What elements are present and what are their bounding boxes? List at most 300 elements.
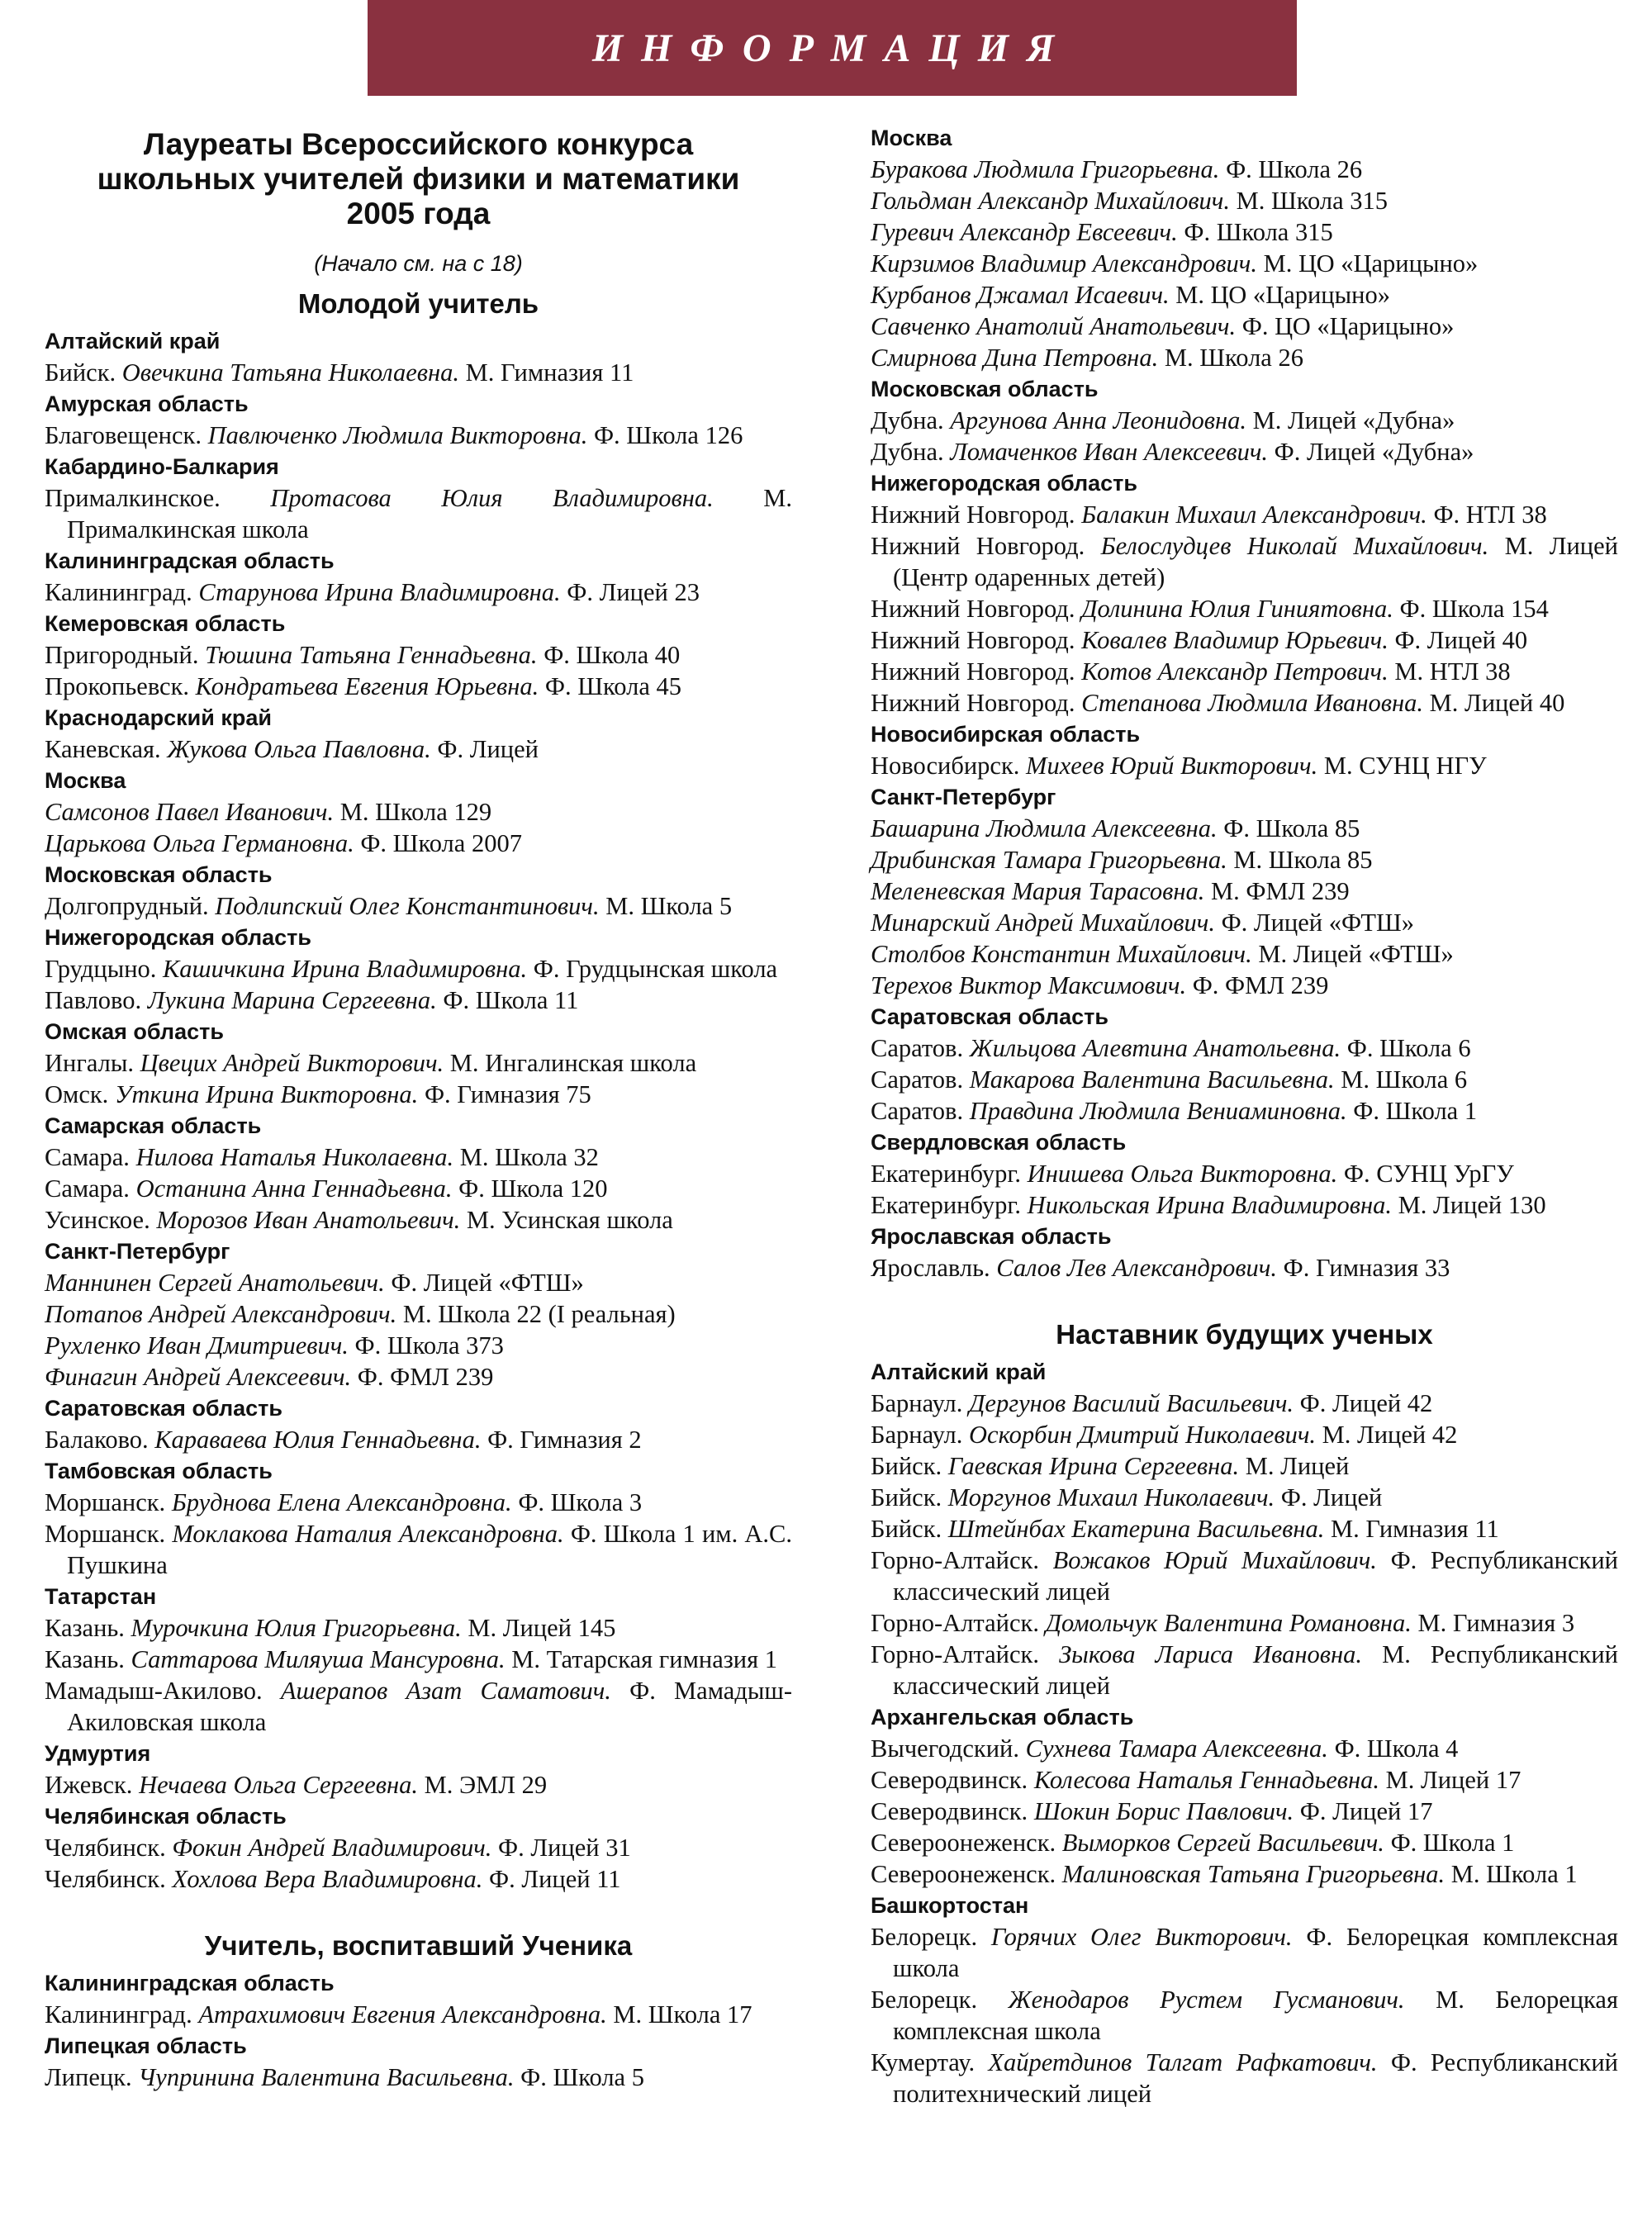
section-banner: ИНФОРМАЦИЯ <box>368 0 1297 96</box>
laureate-entry <box>871 342 1618 373</box>
entry-person: Кирзимов Владимир Александрович. <box>871 249 1257 278</box>
laureate-entry <box>871 154 1618 185</box>
laureate-entry <box>871 813 1618 844</box>
entry-info: М. Лицей 130 <box>1392 1191 1546 1219</box>
entry-city: Екатеринбург. <box>871 1191 1028 1219</box>
laureate-entry <box>871 1545 1618 1607</box>
entry-info: Ф. Лицей <box>1275 1483 1383 1511</box>
entry-info: Ф. Лицей 23 <box>560 578 700 606</box>
laureate-entry <box>871 844 1618 875</box>
entry-person: Ковалев Владимир Юрьевич. <box>1081 626 1389 654</box>
region-heading: Саратовская область <box>871 1004 1108 1029</box>
entry-person: Шокин Борис Павлович. <box>1033 1797 1294 1825</box>
laureate-entry <box>871 1639 1618 1701</box>
region-heading: Удмуртия <box>45 1741 151 1766</box>
laureate-entry <box>45 1644 792 1675</box>
laureate-entry <box>45 953 792 985</box>
entry-info: Ф. Белорецкая комплексная школа <box>893 1923 1619 1982</box>
entry-city: Челябинск. <box>45 1865 173 1893</box>
entry-city: Ижевск. <box>45 1771 140 1799</box>
laureate-entry <box>871 1482 1618 1513</box>
laureate-entry <box>45 1204 792 1236</box>
entry-person: Павлюченко Людмила Викторовна. <box>207 421 588 449</box>
entry-city: Горно-Алтайск. <box>871 1546 1053 1574</box>
entry-person: Дергунов Василий Васильевич. <box>969 1389 1294 1417</box>
entry-info: Ф. Гимназия 2 <box>481 1426 642 1454</box>
entry-info: М. Лицей 42 <box>1316 1421 1458 1449</box>
entry-info: М. Школа 6 <box>1334 1065 1468 1094</box>
entry-info: Ф. Республиканский политехнический лицей <box>893 2048 1618 2108</box>
laureate-entry <box>871 405 1618 436</box>
entry-city: Моршанск. <box>45 1488 172 1516</box>
entry-info: Ф. Школа 2007 <box>354 829 522 857</box>
entry-person: Лукина Марина Сергеевна. <box>147 986 437 1014</box>
region-heading: Липецкая область <box>45 2033 247 2058</box>
laureate-entry <box>45 2062 792 2093</box>
entry-info: М. ЦО «Царицыно» <box>1256 249 1479 278</box>
entry-info: М. Прималкинская школа <box>67 484 792 543</box>
entry-info: Ф. Республиканский классический лицей <box>893 1546 1619 1606</box>
entry-info: Ф. Лицей «Дубна» <box>1268 438 1474 466</box>
laureate-entry <box>45 1330 792 1361</box>
laureate-entry <box>871 1921 1618 1984</box>
laureate-entry <box>45 1173 792 1204</box>
entry-info: Ф. ЦО «Царицыно» <box>1236 312 1455 340</box>
laureate-entry <box>871 1764 1618 1796</box>
entry-city: Нижний Новгород. <box>871 689 1082 717</box>
region-heading: Краснодарский край <box>45 705 272 730</box>
entry-info: Ф. Школа 45 <box>539 672 682 700</box>
laureate-entry <box>871 1419 1618 1450</box>
entry-info: М. Лицей «Дубна» <box>1246 406 1455 434</box>
laureate-entry <box>45 357 792 388</box>
entry-person: Морозов Иван Анатольевич. <box>156 1206 461 1234</box>
entry-info: М. Республиканский классический лицей <box>893 1640 1618 1700</box>
right-column-content <box>871 122 1618 2109</box>
entry-person: Протасова Юлия Владимировна. <box>270 484 714 512</box>
entry-person: Жукова Ольга Павловна. <box>167 735 431 763</box>
entry-info: М. ЭМЛ 29 <box>418 1771 548 1799</box>
laureate-entry <box>45 1612 792 1644</box>
entry-city: Благовещенск. <box>45 421 208 449</box>
laureate-entry <box>45 1361 792 1393</box>
entry-person: Савченко Анатолий Анатольевич. <box>871 312 1237 340</box>
laureate-entry <box>871 216 1618 248</box>
entry-city: Калининград. <box>45 578 199 606</box>
entry-info: Ф. Лицей 40 <box>1388 626 1528 654</box>
entry-city: Белорецк. <box>871 1923 991 1951</box>
laureate-entry <box>871 1827 1618 1858</box>
entry-person: Маннинен Сергей Анатольевич. <box>45 1269 385 1297</box>
region-heading: Московская область <box>45 862 273 887</box>
entry-info: Ф. Школа 154 <box>1393 595 1549 623</box>
left-column <box>45 121 792 2093</box>
entry-person: Кондратьева Евгения Юрьевна. <box>195 672 539 700</box>
entry-info: М. Гимназия 3 <box>1411 1609 1575 1637</box>
entry-person: Овечкина Татьяна Николаевна. <box>121 358 460 387</box>
entry-city: Каневская. <box>45 735 168 763</box>
entry-person: Уткина Ирина Викторовна. <box>114 1080 419 1108</box>
entry-city: Кумертау. <box>871 2048 989 2076</box>
entry-person: Буракова Людмила Григорьевна. <box>871 155 1220 183</box>
laureate-entry <box>871 875 1618 907</box>
entry-city: Бийск. <box>871 1483 948 1511</box>
continuation-note: (Начало см. на с 18) <box>314 251 523 276</box>
region-heading: Самарская область <box>45 1113 262 1138</box>
entry-info: Ф. Школа 126 <box>587 421 743 449</box>
laureate-entry <box>45 985 792 1016</box>
entry-person: Потапов Андрей Александрович. <box>45 1300 397 1328</box>
entry-info: М. Лицей 17 <box>1379 1766 1521 1794</box>
entry-info: М. Лицей <box>1239 1452 1350 1480</box>
title-line: школьных учителей физики и математики <box>97 162 740 196</box>
laureate-entry <box>871 1189 1618 1221</box>
entry-person: Кашичкина Ирина Владимировна. <box>163 955 528 983</box>
laureate-entry <box>871 436 1618 467</box>
laureate-entry <box>45 1047 792 1079</box>
laureate-entry <box>871 1858 1618 1890</box>
entry-info: М. Лицей 40 <box>1423 689 1565 717</box>
entry-person: Столбов Константин Михайлович. <box>871 940 1252 968</box>
entry-person: Гуревич Александр Евсеевич. <box>871 218 1178 246</box>
entry-person: Фокин Андрей Владимирович. <box>172 1834 492 1862</box>
entry-person: Мурочкина Юлия Григорьевна. <box>131 1614 462 1642</box>
entry-info: Ф. Школа 11 <box>436 986 579 1014</box>
entry-person: Котов Александр Петрович. <box>1081 657 1389 686</box>
entry-person: Хохлова Вера Владимировна. <box>172 1865 483 1893</box>
entry-person: Зыкова Лариса Ивановна. <box>1059 1640 1362 1668</box>
laureate-entry <box>871 1158 1618 1189</box>
entry-city: Нижний Новгород. <box>871 532 1101 560</box>
entry-person: Инишева Ольга Викторовна. <box>1027 1160 1338 1188</box>
entry-info: Ф. Школа 120 <box>452 1174 608 1203</box>
region-heading: Челябинская область <box>45 1804 287 1829</box>
entry-city: Грудцыно. <box>45 955 164 983</box>
laureate-entry <box>871 750 1618 781</box>
entry-city: Североонеженск. <box>871 1829 1062 1857</box>
region-heading: Ярославская область <box>871 1224 1112 1249</box>
left-column-content <box>45 286 792 2093</box>
entry-city: Североонеженск. <box>871 1860 1062 1888</box>
entry-person: Аргунова Анна Леонидовна. <box>950 406 1246 434</box>
entry-info: Ф. Лицей «ФТШ» <box>1214 909 1414 937</box>
title-line: 2005 года <box>346 197 491 230</box>
entry-person: Останина Анна Геннадьевна. <box>135 1174 453 1203</box>
laureate-entry <box>45 1769 792 1801</box>
region-heading: Алтайский край <box>871 1359 1047 1384</box>
entry-person: Караваева Юлия Геннадьевна. <box>154 1426 482 1454</box>
entry-person: Долинина Юлия Гиниятовна. <box>1081 595 1393 623</box>
entry-info: М. Школа 129 <box>334 798 492 826</box>
entry-info: Ф. НТЛ 38 <box>1427 501 1547 529</box>
entry-city: Горно-Алтайск. <box>871 1640 1060 1668</box>
entry-person: Жильцова Алевтина Анатольевна. <box>969 1034 1341 1062</box>
entry-info: М. Школа 32 <box>453 1143 599 1171</box>
entry-person: Подлипский Олег Константинович. <box>215 892 600 920</box>
laureate-entry <box>871 687 1618 719</box>
entry-city: Павлово. <box>45 986 148 1014</box>
region-heading: Свердловская область <box>871 1130 1127 1155</box>
region-heading: Татарстан <box>45 1584 157 1609</box>
entry-person: Нечаева Ольга Сергеевна. <box>139 1771 419 1799</box>
right-column <box>871 122 1618 2109</box>
laureate-entry <box>871 1796 1618 1827</box>
entry-person: Степанова Людмила Ивановна. <box>1081 689 1424 717</box>
entry-person: Финагин Андрей Алексеевич. <box>45 1363 352 1391</box>
entry-city: Барнаул. <box>871 1421 969 1449</box>
entry-city: Нижний Новгород. <box>871 657 1082 686</box>
entry-info: Ф. Школа 1 <box>1346 1097 1478 1125</box>
laureate-entry <box>45 1999 792 2030</box>
entry-person: Меленевская Мария Тарасовна. <box>871 877 1205 905</box>
laureate-entry <box>45 1863 792 1895</box>
entry-person: Рухленко Иван Дмитриевич. <box>45 1331 349 1359</box>
entry-person: Правдина Людмила Вениаминовна. <box>969 1097 1347 1125</box>
entry-info: Ф. Школа 3 <box>511 1488 643 1516</box>
entry-person: Тюшина Татьяна Геннадьевна. <box>205 641 538 669</box>
laureate-entry <box>45 828 792 859</box>
entry-city: Саратов. <box>871 1065 970 1094</box>
region-heading: Архангельская область <box>871 1705 1134 1730</box>
laureate-entry <box>871 938 1618 970</box>
entry-info: М. Белорецкая комплексная школа <box>893 1986 1618 2045</box>
laureate-entry <box>871 1450 1618 1482</box>
entry-city: Дубна. <box>871 438 951 466</box>
entry-info: Ф. СУНЦ УрГУ <box>1337 1160 1514 1188</box>
entry-city: Самара. <box>45 1143 136 1171</box>
entry-info: М. Усинская школа <box>460 1206 673 1234</box>
entry-city: Казань. <box>45 1614 131 1642</box>
laureate-entry <box>45 1298 792 1330</box>
entry-person: Макарова Валентина Васильевна. <box>969 1065 1335 1094</box>
entry-info: М. Школа 315 <box>1229 187 1388 215</box>
entry-city: Пригородный. <box>45 641 206 669</box>
entry-info: Ф. Лицей 42 <box>1294 1389 1433 1417</box>
entry-city: Прокопьевск. <box>45 672 196 700</box>
section-heading: Учитель, воспитавший Ученика <box>204 1930 633 1961</box>
entry-city: Долгопрудный. <box>45 892 216 920</box>
region-heading: Тамбовская область <box>45 1459 273 1483</box>
region-heading: Москва <box>45 768 126 793</box>
region-heading: Калининградская область <box>45 1971 335 1995</box>
entry-info: М. Гимназия 11 <box>459 358 634 387</box>
entry-city: Саратов. <box>871 1097 970 1125</box>
entry-city: Калининград. <box>45 2000 199 2029</box>
entry-city: Саратов. <box>871 1034 970 1062</box>
laureate-entry <box>871 1252 1618 1284</box>
entry-info: Ф. Школа 315 <box>1177 218 1333 246</box>
entry-info: Ф. Школа 26 <box>1219 155 1363 183</box>
entry-city: Казань. <box>45 1645 131 1673</box>
entry-city: Бийск. <box>45 358 122 387</box>
entry-city: Ярославль. <box>871 1254 997 1282</box>
laureate-entry <box>871 1064 1618 1095</box>
entry-city: Самара. <box>45 1174 136 1203</box>
entry-info: Ф. Лицей 11 <box>482 1865 621 1893</box>
laureate-entry <box>45 671 792 702</box>
region-heading: Башкортостан <box>871 1893 1029 1918</box>
laureate-entry <box>45 1675 792 1738</box>
entry-info: М. Школа 26 <box>1158 344 1303 372</box>
laureate-entry <box>871 907 1618 938</box>
laureate-entry <box>871 1607 1618 1639</box>
laureate-entry <box>871 1388 1618 1419</box>
entry-info: Ф. Лицей <box>430 735 539 763</box>
entry-city: Северодвинск. <box>871 1766 1034 1794</box>
entry-person: Моклакова Наталия Александровна. <box>172 1520 564 1548</box>
entry-person: Вожаков Юрий Михайлович. <box>1052 1546 1377 1574</box>
entry-info: М. Школа 17 <box>606 2000 752 2029</box>
entry-info: Ф. ФМЛ 239 <box>351 1363 494 1391</box>
laureate-entry <box>45 890 792 922</box>
laureate-entry <box>871 624 1618 656</box>
region-heading: Алтайский край <box>45 329 221 354</box>
entry-info: Ф. Школа 373 <box>348 1331 504 1359</box>
entry-person: Бруднова Елена Александровна. <box>171 1488 512 1516</box>
entry-person: Женодаров Рустем Гусманович. <box>1008 1986 1405 2014</box>
entry-person: Хайретдинов Талгат Рафкатович. <box>988 2048 1378 2076</box>
laureate-entry <box>871 2047 1618 2109</box>
entry-person: Никольская Ирина Владимировна. <box>1027 1191 1393 1219</box>
laureate-entry <box>45 577 792 608</box>
laureate-entry <box>871 1984 1618 2047</box>
entry-info: Ф. Гимназия 33 <box>1276 1254 1450 1282</box>
entry-info: Ф. Школа 4 <box>1327 1734 1459 1763</box>
region-heading: Амурская область <box>45 391 249 416</box>
region-heading: Новосибирская область <box>871 722 1141 747</box>
region-heading: Нижегородская область <box>871 471 1137 496</box>
region-heading: Московская область <box>871 377 1099 401</box>
region-heading: Нижегородская область <box>45 925 311 950</box>
entry-info: Ф. Школа 85 <box>1217 814 1360 842</box>
laureate-entry <box>45 1487 792 1518</box>
entry-info: М. ФМЛ 239 <box>1204 877 1350 905</box>
entry-city: Мамадыш-Акилово. <box>45 1677 281 1705</box>
entry-info: М. Гимназия 11 <box>1324 1515 1499 1543</box>
entry-person: Штейнбах Екатерина Васильевна. <box>947 1515 1325 1543</box>
entry-person: Ашерапов Азат Саматович. <box>280 1677 611 1705</box>
entry-city: Бийск. <box>871 1515 948 1543</box>
entry-info: М. Лицей (Центр одаренных детей) <box>893 532 1618 591</box>
entry-info: М. Школа 85 <box>1227 846 1373 874</box>
entry-info: М. ЦО «Царицыно» <box>1169 281 1390 309</box>
entry-city: Ингалы. <box>45 1049 140 1077</box>
entry-city: Барнаул. <box>871 1389 969 1417</box>
entry-person: Балакин Михаил Александрович. <box>1081 501 1427 529</box>
entry-info: М. СУНЦ НГУ <box>1317 752 1487 780</box>
section-heading: Молодой учитель <box>297 288 539 319</box>
laureate-entry <box>45 1141 792 1173</box>
entry-city: Северодвинск. <box>871 1797 1034 1825</box>
entry-person: Курбанов Джамал Исаевич. <box>871 281 1170 309</box>
entry-info: М. Школа 22 (I реальная) <box>396 1300 676 1328</box>
laureate-entry <box>871 970 1618 1001</box>
entry-info: М. НТЛ 38 <box>1388 657 1511 686</box>
entry-person: Выморков Сергей Васильевич. <box>1061 1829 1384 1857</box>
entry-person: Оскорбин Дмитрий Николаевич. <box>969 1421 1317 1449</box>
entry-person: Домольчук Валентина Романовна. <box>1045 1609 1412 1637</box>
entry-person: Старунова Ирина Владимировна. <box>198 578 561 606</box>
entry-city: Нижний Новгород. <box>871 626 1082 654</box>
entry-city: Усинское. <box>45 1206 157 1234</box>
region-heading: Калининградская область <box>45 548 335 573</box>
entry-person: Цвецих Андрей Викторович. <box>140 1049 444 1077</box>
entry-person: Михеев Юрий Викторович. <box>1026 752 1318 780</box>
entry-person: Самсонов Павел Иванович. <box>45 798 335 826</box>
entry-city: Нижний Новгород. <box>871 595 1082 623</box>
entry-person: Малиновская Татьяна Григорьевна. <box>1061 1860 1446 1888</box>
section-heading: Наставник будущих ученых <box>1056 1319 1433 1350</box>
entry-person: Гаевская Ирина Сергеевна. <box>947 1452 1240 1480</box>
entry-info: Ф. Лицей «ФТШ» <box>384 1269 584 1297</box>
region-heading: Кемеровская область <box>45 611 286 636</box>
laureate-entry <box>871 185 1618 216</box>
entry-person: Саттарова Миляуша Мансуровна. <box>131 1645 506 1673</box>
entry-info: Ф. Школа 40 <box>537 641 681 669</box>
entry-person: Горячих Олег Викторович. <box>990 1923 1293 1951</box>
entry-city: Нижний Новгород. <box>871 501 1082 529</box>
entry-person: Нилова Наталья Николаевна. <box>135 1143 454 1171</box>
entry-person: Чупринина Валентина Васильевна. <box>138 2063 515 2091</box>
laureate-entry <box>871 311 1618 342</box>
laureate-entry <box>871 499 1618 530</box>
entry-info: Ф. Школа 6 <box>1341 1034 1471 1062</box>
entry-info: Ф. Школа 5 <box>514 2063 644 2091</box>
entry-city: Балаково. <box>45 1426 155 1454</box>
entry-person: Гольдман Александр Михайлович. <box>871 187 1230 215</box>
laureate-entry <box>871 279 1618 311</box>
entry-person: Атрахимович Евгения Александровна. <box>198 2000 607 2029</box>
entry-city: Дубна. <box>871 406 951 434</box>
laureate-entry <box>871 1095 1618 1127</box>
entry-city: Бийск. <box>871 1452 948 1480</box>
region-heading: Саратовская область <box>45 1396 282 1421</box>
laureate-entry <box>871 593 1618 624</box>
article-title <box>45 127 792 231</box>
region-heading: Санкт-Петербург <box>871 785 1056 809</box>
region-heading: Кабардино-Балкария <box>45 454 279 479</box>
entry-city: Прималкинское. <box>45 484 271 512</box>
entry-city: Горно-Алтайск. <box>871 1609 1046 1637</box>
entry-info: Ф. Лицей 31 <box>491 1834 631 1862</box>
laureate-entry <box>45 482 792 545</box>
entry-person: Салов Лев Александрович. <box>996 1254 1277 1282</box>
entry-info: М. Ингалинская школа <box>444 1049 697 1077</box>
entry-person: Сухнева Тамара Алексеевна. <box>1025 1734 1328 1763</box>
entry-person: Моргунов Михаил Николаевич. <box>947 1483 1275 1511</box>
entry-info: М. Лицей 145 <box>461 1614 616 1642</box>
entry-city: Моршанск. <box>45 1520 173 1548</box>
entry-city: Вычегодский. <box>871 1734 1026 1763</box>
laureate-entry <box>45 1424 792 1455</box>
entry-info: Ф. Школа 1 им. А.С. Пушкина <box>67 1520 792 1579</box>
entry-person: Дрибинская Тамара Григорьевна. <box>871 846 1227 874</box>
entry-person: Терехов Виктор Максимович. <box>871 971 1187 999</box>
entry-info: Ф. Школа 1 <box>1384 1829 1515 1857</box>
entry-city: Липецк. <box>45 2063 139 2091</box>
laureate-entry <box>45 639 792 671</box>
laureate-entry <box>45 420 792 451</box>
laureate-entry <box>871 1733 1618 1764</box>
entry-person: Смирнова Дина Петровна. <box>871 344 1159 372</box>
entry-person: Белослудцев Николай Михайлович. <box>1100 532 1489 560</box>
entry-info: М. Татарская гимназия 1 <box>505 1645 778 1673</box>
entry-info: М. Лицей «ФТШ» <box>1251 940 1454 968</box>
title-line: Лауреаты Всероссийского конкурса <box>143 127 694 161</box>
laureate-entry <box>45 733 792 765</box>
laureate-entry <box>871 656 1618 687</box>
entry-city: Челябинск. <box>45 1834 173 1862</box>
